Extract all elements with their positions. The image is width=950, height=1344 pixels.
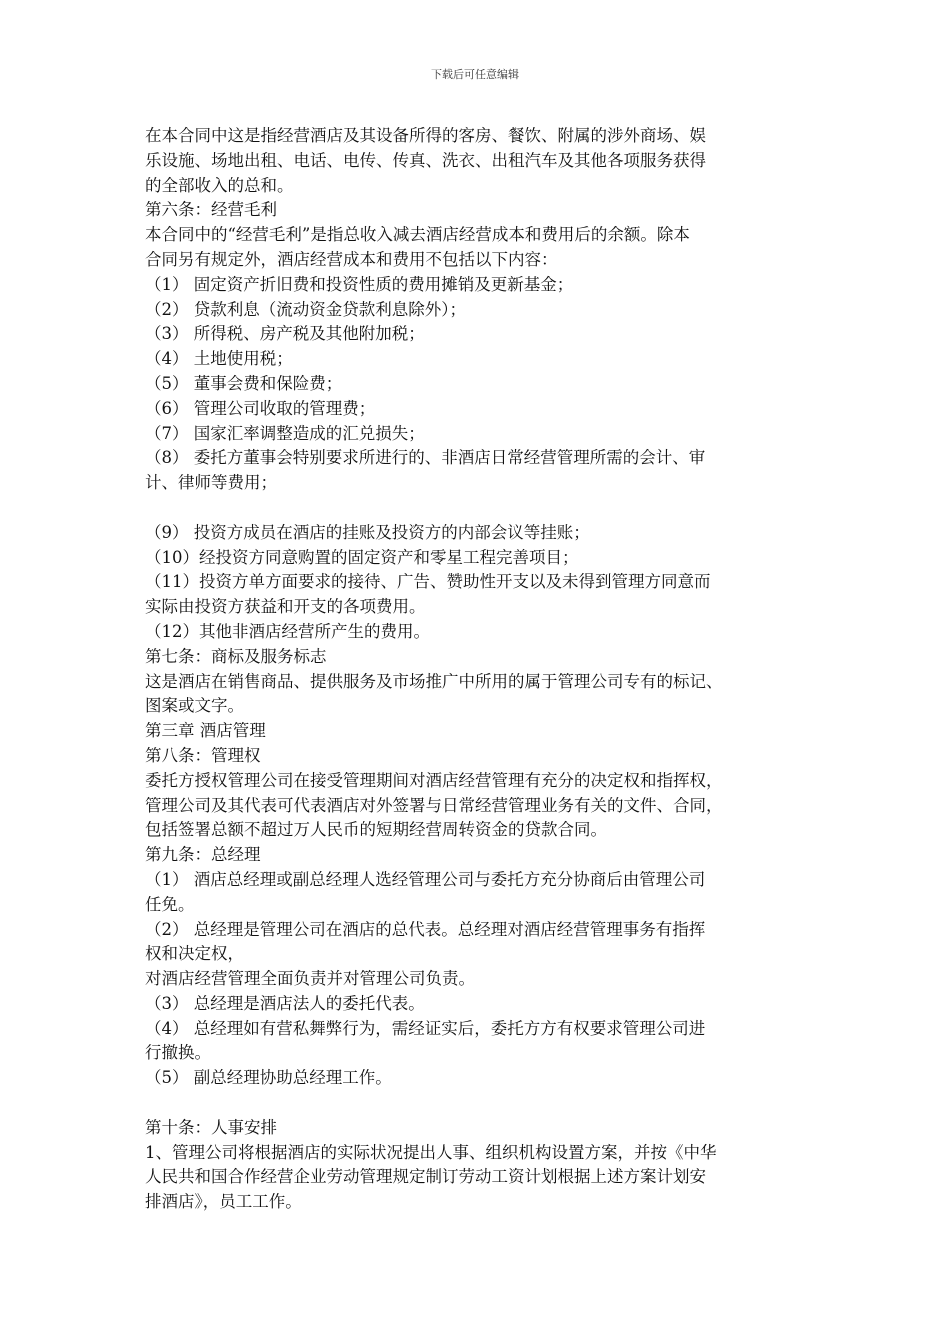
blank-line	[145, 1091, 813, 1116]
paragraph-line: 委托方授权管理公司在接受管理期间对酒店经营管理有充分的决定权和指挥权，	[145, 770, 723, 790]
paragraph-line: （3） 所得税、房产税及其他附加税；	[145, 324, 425, 344]
paragraph-line: 第十条：人事安排	[145, 1117, 277, 1137]
paragraph-line: 权和决定权，	[145, 944, 244, 964]
paragraph-line: 1、管理公司将根据酒店的实际状况提出人事、组织机构设置方案，并按《中华	[145, 1142, 717, 1162]
paragraph-line: 实际由投资方获益和开支的各项费用。	[145, 597, 426, 617]
paragraph-line: 本合同中的“经营毛利”是指总收入减去酒店经营成本和费用后的余额。除本	[145, 225, 690, 245]
paragraph-line: （5） 董事会费和保险费；	[145, 373, 343, 393]
blank-line	[145, 496, 813, 521]
paragraph-line: 第九条：总经理	[145, 845, 261, 865]
paragraph-line: 合同另有规定外，酒店经营成本和费用不包括以下内容：	[145, 249, 558, 269]
paragraph-line: 图案或文字。	[145, 696, 244, 716]
paragraph-line: 第七条：商标及服务标志	[145, 646, 327, 666]
paragraph-line: （4） 土地使用税；	[145, 349, 293, 369]
paragraph-line: 行撤换。	[145, 1043, 211, 1063]
paragraph-line: 人民共和国合作经营企业劳动管理规定制订劳动工资计划根据上述方案计划安	[145, 1167, 706, 1187]
paragraph-line: 管理公司及其代表可代表酒店对外签署与日常经营管理业务有关的文件、合同，	[145, 795, 723, 815]
paragraph-line: 任免。	[145, 894, 195, 914]
paragraph-line: 第三章 酒店管理	[145, 721, 266, 741]
paragraph-line: 乐设施、场地出租、电话、电传、传真、洗衣、出租汽车及其他各项服务获得	[145, 150, 706, 170]
paragraph-line: （6） 管理公司收取的管理费；	[145, 398, 376, 418]
paragraph-line: 第八条：管理权	[145, 745, 261, 765]
document-body	[145, 124, 813, 1215]
paragraph-line: （2） 总经理是管理公司在酒店的总代表。总经理对酒店经营管理事务有指挥	[145, 919, 706, 939]
paragraph-line: （7） 国家汇率调整造成的汇兑损失；	[145, 423, 425, 443]
paragraph-line: （4） 总经理如有营私舞弊行为，需经证实后，委托方方有权要求管理公司进	[145, 1018, 706, 1038]
paragraph-line: （9） 投资方成员在酒店的挂账及投资方的内部会议等挂账；	[145, 522, 590, 542]
paragraph-line: （1） 酒店总经理或副总经理人选经管理公司与委托方充分协商后由管理公司	[145, 869, 706, 889]
paragraph-line: 对酒店经营管理全面负责并对管理公司负责。	[145, 969, 475, 989]
paragraph-line: 第六条：经营毛利	[145, 200, 277, 220]
paragraph-line: 包括签署总额不超过万人民币的短期经营周转资金的贷款合同。	[145, 820, 607, 840]
paragraph-line: 这是酒店在销售商品、提供服务及市场推广中所用的属于管理公司专有的标记、	[145, 671, 723, 691]
paragraph-line: （8） 委托方董事会特别要求所进行的、非酒店日常经营管理所需的会计、审	[145, 448, 706, 468]
paragraph-line: 计、律师等费用；	[145, 473, 277, 493]
paragraph-line: （3） 总经理是酒店法人的委托代表。	[145, 993, 425, 1013]
paragraph-line: 的全部收入的总和。	[145, 175, 294, 195]
page-header: 下载后可任意编辑	[431, 68, 519, 81]
paragraph-line: （2） 贷款利息（流动资金贷款利息除外）；	[145, 299, 466, 319]
paragraph-line: （11）投资方单方面要求的接待、广告、赞助性开支以及未得到管理方同意而	[145, 572, 711, 592]
paragraph-line: （1） 固定资产折旧费和投资性质的费用摊销及更新基金；	[145, 274, 574, 294]
paragraph-line: （5） 副总经理协助总经理工作。	[145, 1068, 392, 1088]
paragraph-line: 在本合同中这是指经营酒店及其设备所得的客房、餐饮、附属的涉外商场、娱	[145, 126, 706, 145]
paragraph-line: 排酒店》，员工工作。	[145, 1192, 302, 1212]
paragraph-line: （12）其他非酒店经营所产生的费用。	[145, 621, 430, 641]
paragraph-line: （10）经投资方同意购置的固定资产和零星工程完善项目；	[145, 547, 579, 567]
